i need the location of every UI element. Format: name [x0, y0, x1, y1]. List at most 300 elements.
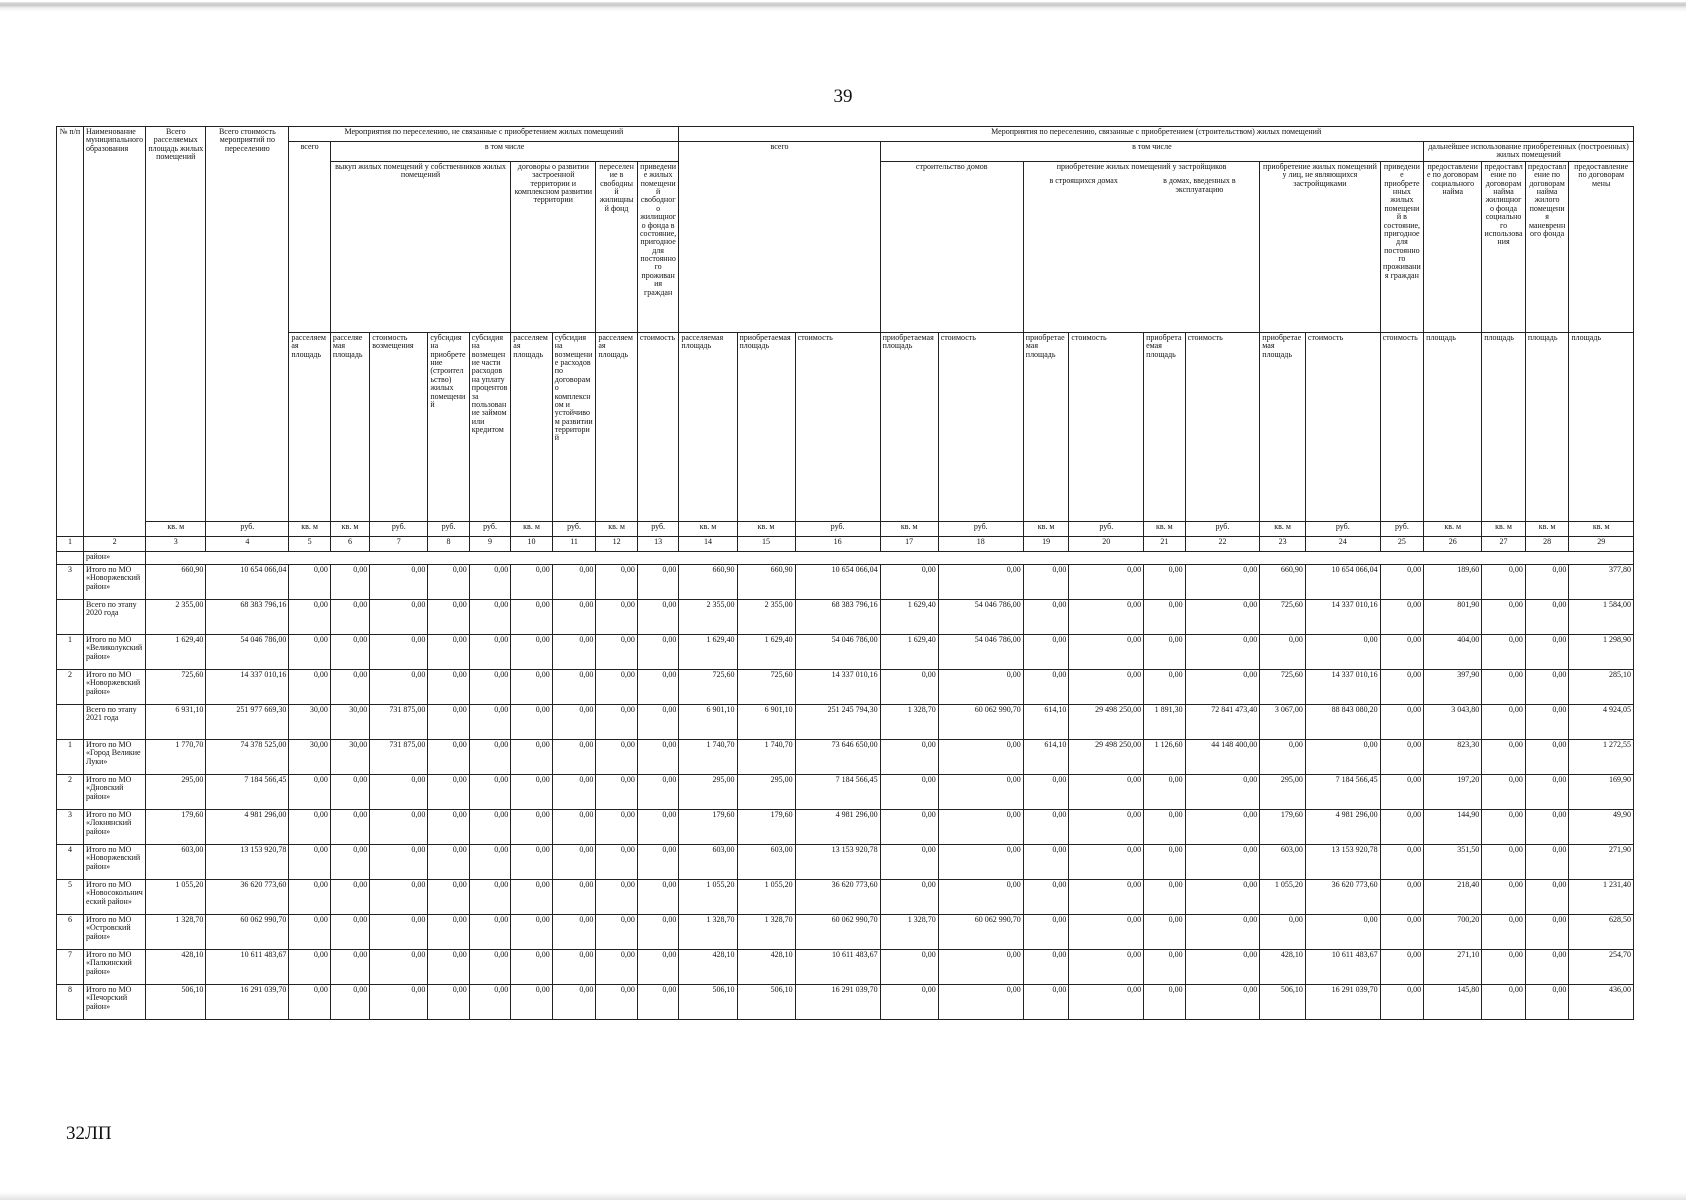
row-value: 0,00 — [880, 949, 938, 984]
row-value: 628,50 — [1569, 914, 1634, 949]
column-number-cell: 29 — [1569, 536, 1634, 551]
row-value: 0,00 — [1185, 809, 1260, 844]
unit-cell: кв. м — [1569, 521, 1634, 536]
column-number-cell: 9 — [469, 536, 510, 551]
row-value: 1 629,40 — [679, 634, 737, 669]
row-value: 0,00 — [289, 809, 330, 844]
row-index — [57, 599, 84, 634]
row-value: 0,00 — [1144, 634, 1185, 669]
row-value: 145,80 — [1424, 984, 1482, 1019]
row-value: 0,00 — [1144, 984, 1185, 1019]
sub-subsidy-loan: субсидия на возмещение части расходов на уплату процентов за пользование займом или кредитом — [469, 332, 510, 521]
row-value: 0,00 — [637, 704, 679, 739]
unit-cell: кв. м — [880, 521, 938, 536]
row-value: 0,00 — [596, 669, 637, 704]
row-value: 0,00 — [596, 739, 637, 774]
row-value: 0,00 — [289, 879, 330, 914]
row-value: 251 245 794,30 — [795, 704, 880, 739]
column-number-cell: 6 — [330, 536, 369, 551]
row-value: 603,00 — [679, 844, 737, 879]
row-value: 271,90 — [1569, 844, 1634, 879]
row-value: 30,00 — [289, 704, 330, 739]
row-value: 0,00 — [469, 809, 510, 844]
row-value: 428,10 — [737, 949, 795, 984]
row-value: 1 629,40 — [737, 634, 795, 669]
row-value: 0,00 — [596, 774, 637, 809]
row-value: 0,00 — [1380, 984, 1424, 1019]
column-number-cell: 5 — [289, 536, 330, 551]
column-number-cell: 20 — [1069, 536, 1144, 551]
row-value: 0,00 — [469, 914, 510, 949]
row-value: 72 841 473,40 — [1185, 704, 1260, 739]
row-value: 6 901,10 — [679, 704, 737, 739]
document-code: 32ЛП — [66, 1123, 112, 1144]
header-in-commissioned: в домах, введенных в эксплуатацию — [1163, 176, 1236, 194]
row-value: 1 770,70 — [146, 739, 206, 774]
row-value: 0,00 — [1380, 704, 1424, 739]
row-value: 0,00 — [428, 599, 469, 634]
row-value: 0,00 — [1380, 564, 1424, 599]
row-value: 0,00 — [1482, 564, 1526, 599]
row-value: 0,00 — [1069, 984, 1144, 1019]
unit-cell: кв. м — [1144, 521, 1185, 536]
column-numbers-row — [57, 536, 1634, 551]
sub-area-29: площадь — [1569, 332, 1634, 521]
header-vsego-1: всего — [289, 142, 330, 333]
column-number-cell: 3 — [146, 536, 206, 551]
row-value: 0,00 — [1260, 914, 1306, 949]
row-value: 0,00 — [552, 844, 596, 879]
row-value: 0,00 — [289, 949, 330, 984]
row-value: 3 043,80 — [1424, 704, 1482, 739]
row-value: 13 153 920,78 — [795, 844, 880, 879]
row-value: 16 291 039,70 — [795, 984, 880, 1019]
row-index: 2 — [57, 669, 84, 704]
row-value: 0,00 — [511, 879, 552, 914]
row-value: 0,00 — [330, 669, 369, 704]
row-value: 0,00 — [1069, 879, 1144, 914]
column-number-cell: 25 — [1380, 536, 1424, 551]
unit-cell: кв. м — [1525, 521, 1569, 536]
sub-resettled-area-10: расселяемая площадь — [511, 332, 552, 521]
header-vsego-2: всего — [679, 142, 880, 333]
unit-cell: кв. м — [1424, 521, 1482, 536]
table-row — [57, 914, 1634, 949]
row-value: 0,00 — [880, 809, 938, 844]
row-value: 0,00 — [1525, 774, 1569, 809]
row-value: 0,00 — [370, 949, 428, 984]
row-value: 0,00 — [289, 984, 330, 1019]
row-value: 0,00 — [330, 564, 369, 599]
row-value: 0,00 — [1525, 844, 1569, 879]
row-value: 0,00 — [511, 669, 552, 704]
row-value: 0,00 — [289, 564, 330, 599]
row-value: 295,00 — [737, 774, 795, 809]
row-value: 0,00 — [637, 774, 679, 809]
row-value: 0,00 — [1525, 634, 1569, 669]
row-value: 0,00 — [938, 774, 1023, 809]
sub-acquired-area-15: приобретаемая площадь — [737, 332, 795, 521]
row-value: 0,00 — [1023, 879, 1069, 914]
row-name: Итого по МО «Печорский район» — [83, 984, 145, 1019]
row-value: 1 055,20 — [146, 879, 206, 914]
page-number: 39 — [833, 86, 853, 107]
row-value: 0,00 — [637, 984, 679, 1019]
row-value: 1 629,40 — [880, 634, 938, 669]
row-value: 0,00 — [1144, 809, 1185, 844]
row-value: 1 740,70 — [679, 739, 737, 774]
row-value: 49,90 — [1569, 809, 1634, 844]
unit-cell: кв. м — [289, 521, 330, 536]
sub-resettled-area-12: расселяемая площадь — [596, 332, 637, 521]
row-value: 0,00 — [1380, 879, 1424, 914]
row-value: 4 981 296,00 — [795, 809, 880, 844]
row-value: 54 046 786,00 — [206, 634, 289, 669]
row-value: 295,00 — [1260, 774, 1306, 809]
row-value: 7 184 566,45 — [1305, 774, 1380, 809]
row-value: 54 046 786,00 — [795, 634, 880, 669]
row-value: 0,00 — [1482, 634, 1526, 669]
row-value: 0,00 — [428, 984, 469, 1019]
row-value: 0,00 — [880, 879, 938, 914]
row-value: 0,00 — [330, 809, 369, 844]
row-value: 0,00 — [1185, 879, 1260, 914]
row-value: 197,20 — [1424, 774, 1482, 809]
row-value: 0,00 — [596, 634, 637, 669]
row-value: 0,00 — [1069, 564, 1144, 599]
header-acq-developers — [1023, 161, 1260, 332]
row-value: 428,10 — [679, 949, 737, 984]
row-value: 0,00 — [1525, 669, 1569, 704]
column-number-cell: 11 — [552, 536, 596, 551]
sub-subsidy-acquisition: субсидия на приобретение (строительство) жилых помещений — [428, 332, 469, 521]
row-value: 169,90 — [1569, 774, 1634, 809]
continuation-text: район» — [83, 551, 145, 564]
row-value: 295,00 — [146, 774, 206, 809]
row-value: 436,00 — [1569, 984, 1634, 1019]
row-value: 0,00 — [289, 774, 330, 809]
row-value: 0,00 — [1185, 949, 1260, 984]
row-value: 2 355,00 — [146, 599, 206, 634]
row-value: 0,00 — [1482, 844, 1526, 879]
sub-cost-compensation: стоимость возмещения — [370, 332, 428, 521]
row-value: 0,00 — [330, 879, 369, 914]
header-free-fund: переселение в свободный жилищный фонд — [596, 161, 637, 332]
row-value: 0,00 — [552, 704, 596, 739]
row-value: 271,10 — [1424, 949, 1482, 984]
unit-cell: кв. м — [1482, 521, 1526, 536]
row-value: 0,00 — [330, 949, 369, 984]
header-acq-non-dev: приобретение жилых помещений у лиц, не являющихся застройщиками — [1260, 161, 1380, 332]
row-value: 0,00 — [552, 564, 596, 599]
row-value: 0,00 — [1525, 984, 1569, 1019]
row-value: 0,00 — [1185, 564, 1260, 599]
header-fu-maneuver: предоставление по договорам найма жилищного фонда социального использования — [1482, 161, 1526, 332]
row-value: 0,00 — [552, 599, 596, 634]
row-value: 10 611 483,67 — [1305, 949, 1380, 984]
row-value: 0,00 — [596, 949, 637, 984]
column-number-cell: 28 — [1525, 536, 1569, 551]
resettlement-table — [56, 126, 1634, 1020]
row-value: 60 062 990,70 — [938, 914, 1023, 949]
row-value: 30,00 — [289, 739, 330, 774]
unit-cell: руб. — [469, 521, 510, 536]
row-value: 2 355,00 — [737, 599, 795, 634]
row-value: 0,00 — [1144, 844, 1185, 879]
row-value: 0,00 — [1260, 634, 1306, 669]
row-name: Итого по МО «Город Великие Луки» — [83, 739, 145, 774]
row-value: 351,50 — [1424, 844, 1482, 879]
header-conversion: приведение жилых помещений свободного жилищного фонда в состояние, пригодное для постоянного проживания граждан — [637, 161, 679, 332]
sub-cost-24: стоимость — [1305, 332, 1380, 521]
table-row — [57, 984, 1634, 1019]
row-value: 0,00 — [1144, 599, 1185, 634]
row-value: 54 046 786,00 — [938, 599, 1023, 634]
row-value: 428,10 — [1260, 949, 1306, 984]
row-value: 0,00 — [596, 844, 637, 879]
row-name: Итого по МО «Островский район» — [83, 914, 145, 949]
row-value: 0,00 — [552, 879, 596, 914]
row-value: 0,00 — [1185, 914, 1260, 949]
row-value: 10 611 483,67 — [795, 949, 880, 984]
unit-cell: руб. — [206, 521, 289, 536]
row-value: 0,00 — [938, 564, 1023, 599]
sub-acquired-area-23: приобретаемая площадь — [1260, 332, 1306, 521]
row-value: 0,00 — [1525, 599, 1569, 634]
header-further-use: дальнейшее использование приобретенных (построенных) жилых помещений — [1424, 142, 1634, 162]
row-value: 0,00 — [1482, 949, 1526, 984]
row-value: 68 383 796,16 — [795, 599, 880, 634]
row-value: 0,00 — [289, 599, 330, 634]
row-value: 660,90 — [1260, 564, 1306, 599]
column-number-cell: 14 — [679, 536, 737, 551]
row-name: Итого по МО «Новоржевский район» — [83, 844, 145, 879]
row-index: 6 — [57, 914, 84, 949]
unit-cell: руб. — [637, 521, 679, 536]
row-value: 614,10 — [1023, 704, 1069, 739]
row-value: 60 062 990,70 — [206, 914, 289, 949]
row-value: 725,60 — [679, 669, 737, 704]
row-value: 0,00 — [428, 809, 469, 844]
row-value: 0,00 — [552, 984, 596, 1019]
row-value: 0,00 — [596, 704, 637, 739]
row-value: 179,60 — [737, 809, 795, 844]
row-value: 0,00 — [637, 879, 679, 914]
header-in-number-1: в том числе — [330, 142, 679, 162]
row-value: 0,00 — [511, 599, 552, 634]
header-col-num: № п/п — [57, 127, 84, 537]
row-name: Итого по МО «Новоржевский район» — [83, 669, 145, 704]
header-col-cost-total: Всего стоимость мероприятий по переселению — [206, 127, 289, 522]
row-value: 36 620 773,60 — [795, 879, 880, 914]
row-value: 0,00 — [1185, 599, 1260, 634]
unit-cell: руб. — [1305, 521, 1380, 536]
row-value: 0,00 — [596, 879, 637, 914]
unit-cell: руб. — [1185, 521, 1260, 536]
scan-edge-top — [0, 2, 1686, 12]
column-number-cell: 16 — [795, 536, 880, 551]
table-row — [57, 879, 1634, 914]
row-value: 801,90 — [1424, 599, 1482, 634]
row-value: 0,00 — [552, 949, 596, 984]
row-value: 0,00 — [1069, 634, 1144, 669]
row-value: 731 875,00 — [370, 704, 428, 739]
row-value: 3 067,00 — [1260, 704, 1306, 739]
sub-area-27: площадь — [1482, 332, 1526, 521]
header-in-number-2: в том числе — [880, 142, 1424, 162]
row-value: 506,10 — [146, 984, 206, 1019]
row-value: 4 981 296,00 — [206, 809, 289, 844]
sub-cost-18: стоимость — [938, 332, 1023, 521]
row-value: 0,00 — [1525, 914, 1569, 949]
unit-cell: руб. — [1069, 521, 1144, 536]
row-value: 725,60 — [1260, 599, 1306, 634]
row-value: 1 328,70 — [679, 914, 737, 949]
row-value: 0,00 — [370, 984, 428, 1019]
row-value: 1 328,70 — [880, 704, 938, 739]
row-value: 0,00 — [370, 914, 428, 949]
header-buyout: выкуп жилых помещений у собственников жилых помещений — [330, 161, 510, 332]
sub-subsidy-agreement: субсидия на возмещение расходов по договорам о комплексном и устойчивом развитии территорий — [552, 332, 596, 521]
row-name: Итого по МО «Палкинский район» — [83, 949, 145, 984]
row-value: 0,00 — [596, 914, 637, 949]
header-in-construction: в строящихся домах — [1049, 176, 1118, 186]
column-number-cell: 4 — [206, 536, 289, 551]
row-index: 3 — [57, 809, 84, 844]
header-fu-exchange: предоставление по договорам мены — [1569, 161, 1634, 332]
sub-acquired-area-17: приобретаемая площадь — [880, 332, 938, 521]
row-value: 0,00 — [289, 669, 330, 704]
table-row — [57, 564, 1634, 599]
column-number-cell: 1 — [57, 536, 84, 551]
column-number-cell: 23 — [1260, 536, 1306, 551]
row-value: 0,00 — [511, 984, 552, 1019]
row-value: 0,00 — [1069, 844, 1144, 879]
row-value: 0,00 — [552, 914, 596, 949]
row-value: 0,00 — [1525, 949, 1569, 984]
table-row — [57, 844, 1634, 879]
row-value: 0,00 — [289, 634, 330, 669]
row-value: 1 891,30 — [1144, 704, 1185, 739]
row-value: 0,00 — [1482, 704, 1526, 739]
column-number-cell: 21 — [1144, 536, 1185, 551]
row-value: 4 924,05 — [1569, 704, 1634, 739]
row-value: 0,00 — [1525, 739, 1569, 774]
unit-cell: кв. м — [330, 521, 369, 536]
row-index: 8 — [57, 984, 84, 1019]
units-row — [57, 521, 1634, 536]
column-number-cell: 12 — [596, 536, 637, 551]
table-row — [57, 669, 1634, 704]
row-value: 0,00 — [1380, 634, 1424, 669]
row-value: 36 620 773,60 — [1305, 879, 1380, 914]
row-value: 0,00 — [1185, 774, 1260, 809]
row-value: 0,00 — [428, 879, 469, 914]
row-value: 506,10 — [1260, 984, 1306, 1019]
row-value: 725,60 — [1260, 669, 1306, 704]
unit-cell: кв. м — [511, 521, 552, 536]
row-value: 0,00 — [1525, 704, 1569, 739]
sub-area-28: площадь — [1525, 332, 1569, 521]
row-value: 0,00 — [370, 809, 428, 844]
row-value: 1 629,40 — [146, 634, 206, 669]
row-value: 0,00 — [511, 634, 552, 669]
row-value: 0,00 — [1144, 914, 1185, 949]
row-value: 0,00 — [1069, 669, 1144, 704]
row-value: 36 620 773,60 — [206, 879, 289, 914]
sub-area-26: площадь — [1424, 332, 1482, 521]
header-construction: строительство домов — [880, 161, 1023, 332]
row-value: 0,00 — [637, 809, 679, 844]
row-value: 0,00 — [428, 669, 469, 704]
sub-resettled-area-6: расселяемая площадь — [330, 332, 369, 521]
row-value: 0,00 — [1023, 564, 1069, 599]
row-value: 823,30 — [1424, 739, 1482, 774]
row-value: 10 654 066,04 — [1305, 564, 1380, 599]
row-name: Итого по МО «Новосокольнический район» — [83, 879, 145, 914]
row-value: 73 646 650,00 — [795, 739, 880, 774]
row-value: 6 901,10 — [737, 704, 795, 739]
row-value: 0,00 — [1069, 774, 1144, 809]
row-value: 1 126,60 — [1144, 739, 1185, 774]
row-value: 0,00 — [370, 669, 428, 704]
row-value: 0,00 — [330, 634, 369, 669]
row-value: 0,00 — [1305, 634, 1380, 669]
header-agreement: договоры о развитии застроенной территории и комплексном развитии территории — [511, 161, 596, 332]
row-value: 0,00 — [370, 844, 428, 879]
row-value: 0,00 — [469, 949, 510, 984]
unit-cell: руб. — [428, 521, 469, 536]
column-number-cell: 26 — [1424, 536, 1482, 551]
column-number-cell: 18 — [938, 536, 1023, 551]
row-value: 0,00 — [552, 774, 596, 809]
row-value: 0,00 — [1023, 844, 1069, 879]
row-value: 603,00 — [737, 844, 795, 879]
row-value: 0,00 — [1482, 669, 1526, 704]
table-row — [57, 809, 1634, 844]
row-value: 295,00 — [679, 774, 737, 809]
table-row — [57, 599, 1634, 634]
header-group-not-related: Мероприятия по переселению, не связанные с приобретением жилых помещений — [289, 127, 679, 142]
row-value: 0,00 — [938, 949, 1023, 984]
row-value: 0,00 — [330, 774, 369, 809]
row-value: 0,00 — [637, 844, 679, 879]
row-name: Всего по этапу 2021 года — [83, 704, 145, 739]
row-value: 0,00 — [596, 984, 637, 1019]
row-value: 0,00 — [1305, 914, 1380, 949]
unit-cell: руб. — [1380, 521, 1424, 536]
row-value: 0,00 — [511, 844, 552, 879]
row-value: 700,20 — [1424, 914, 1482, 949]
row-value: 68 383 796,16 — [206, 599, 289, 634]
row-value: 0,00 — [469, 704, 510, 739]
row-value: 1 055,20 — [1260, 879, 1306, 914]
row-value: 0,00 — [938, 739, 1023, 774]
row-value: 0,00 — [880, 984, 938, 1019]
row-value: 0,00 — [637, 669, 679, 704]
row-value: 0,00 — [596, 564, 637, 599]
row-value: 0,00 — [637, 739, 679, 774]
row-value: 1 328,70 — [880, 914, 938, 949]
row-value: 0,00 — [1185, 669, 1260, 704]
row-index: 7 — [57, 949, 84, 984]
table-row — [57, 739, 1634, 774]
sub-cost-20: стоимость — [1069, 332, 1144, 521]
row-value: 0,00 — [1023, 914, 1069, 949]
unit-cell: кв. м — [737, 521, 795, 536]
row-value: 0,00 — [1482, 774, 1526, 809]
row-value: 0,00 — [552, 739, 596, 774]
